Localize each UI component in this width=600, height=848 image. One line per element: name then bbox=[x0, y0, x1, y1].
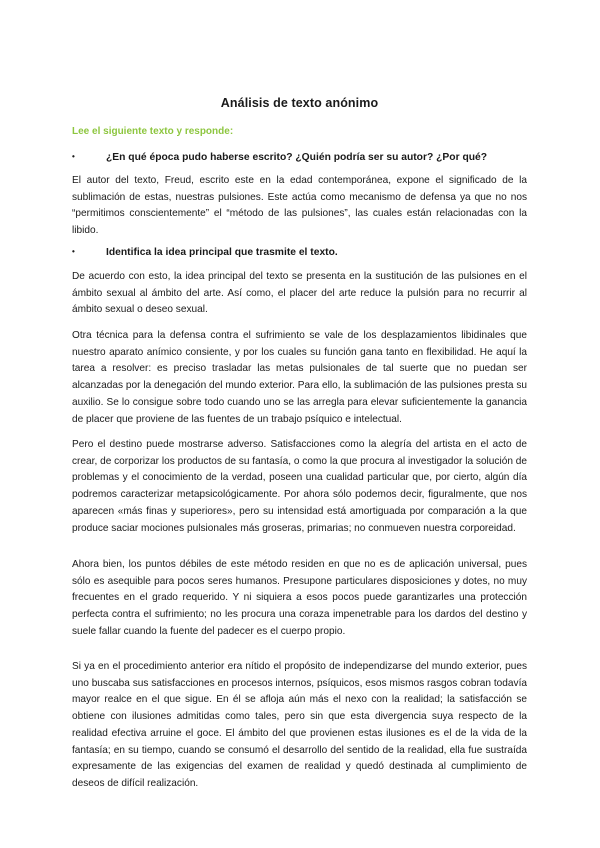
paragraph-4: Pero el destino puede mostrarse adverso. Satisfacciones como la alegría del artista en el acto de crear, de corporizar los productos de su fantasía, o como la que procura al investigador la solución de problemas y el conocimiento de la verdad, poseen una cualidad particular que, por cierto, algún día podremos caracterizar metapsicológicamente. Por ahora sólo podemos decir, figuralmente, que nos aparecen «más finas y superiores», pero su intensidad está amortiguada por comparación a la que produce saciar mociones pulsionales más groseras, primarias; no conmueven nuestra corporeidad. bbox=[72, 439, 527, 534]
paragraph-3: Otra técnica para la defensa contra el sufrimiento se vale de los desplazamientos libidinales que nuestro aparato anímico consiente, y por los cuales su función gana tanto en flexibilidad. He aquí la tarea a resolver: es preciso trasladar las metas pulsionales de tal suerte que no puedan ser alcanzadas por la denegación del mundo exterior. Para ello, la sublimación de las pulsiones presta su auxilio. Se lo consigue sobre todo cuando uno se las arregla para elevar suficientemente la ganancia de placer que proviene de las fuentes de un trabajo psíquico e intelectual. bbox=[72, 330, 527, 425]
paragraph-1: El autor del texto, Freud, escrito este en la edad contemporánea, expone el significado de la sublimación de estas, nuestras pulsiones. Este actúa como mecanismo de defensa ya que no nos “permitimos conscientemente” el “método de las pulsiones”, las cuales están relacionadas con la libido. bbox=[72, 175, 527, 237]
bullet-icon: • bbox=[72, 247, 75, 256]
paragraph-6: Si ya en el procedimiento anterior era nítido el propósito de independizarse del mundo exterior, pues uno buscaba sus satisfacciones en procesos internos, psíquicos, esos mismos rasgos cobran todavía mayor realce en el que sigue. En él se afloja aún más el nexo con la realidad; la satisfacción se obtiene con ilusiones admitidas como tales, pero sin que esta divergencia suya respecto de la realidad efectiva arruine el goce. El ámbito del que provienen estas ilusiones es el de la vida de la fantasía; en su tiempo, cuando se consumó el desarrollo del sentido de la realidad, ella fue sustraída expresamente de las exigencias del examen de realidad y quedó destinada al cumplimiento de deseos de difícil realización. bbox=[72, 661, 527, 789]
document-title: Análisis de texto anónimo bbox=[220, 96, 379, 110]
bullet-icon: • bbox=[72, 152, 75, 161]
question-text: Identifica la idea principal que trasmite el texto. bbox=[106, 247, 338, 258]
question-text: ¿En qué época pudo haberse escrito? ¿Quién podría ser su autor? ¿Por qué? bbox=[106, 152, 488, 163]
paragraph-2: De acuerdo con esto, la idea principal del texto se presenta en la sustitución de las pulsiones en el ámbito sexual al ámbito del arte. Así como, el placer del arte reduce la pulsión para no recurrir al ámbito sexual o deseo sexual. bbox=[72, 271, 527, 316]
paragraph-5: Ahora bien, los puntos débiles de este método residen en que no es de aplicación universal, pues sólo es asequible para pocos seres humanos. Presupone particulares disposiciones y dotes, no muy frecuentes en el grado requerido. Y ni siquiera a esos pocos puede garantizarles una protección perfecta contra el sufrimiento; no les procura una coraza impenetrable para los dardos del destino y suele fallar cuando la fuente del padecer es el cuerpo propio. bbox=[72, 559, 527, 637]
instruction-text: Lee el siguiente texto y responde: bbox=[72, 126, 234, 137]
